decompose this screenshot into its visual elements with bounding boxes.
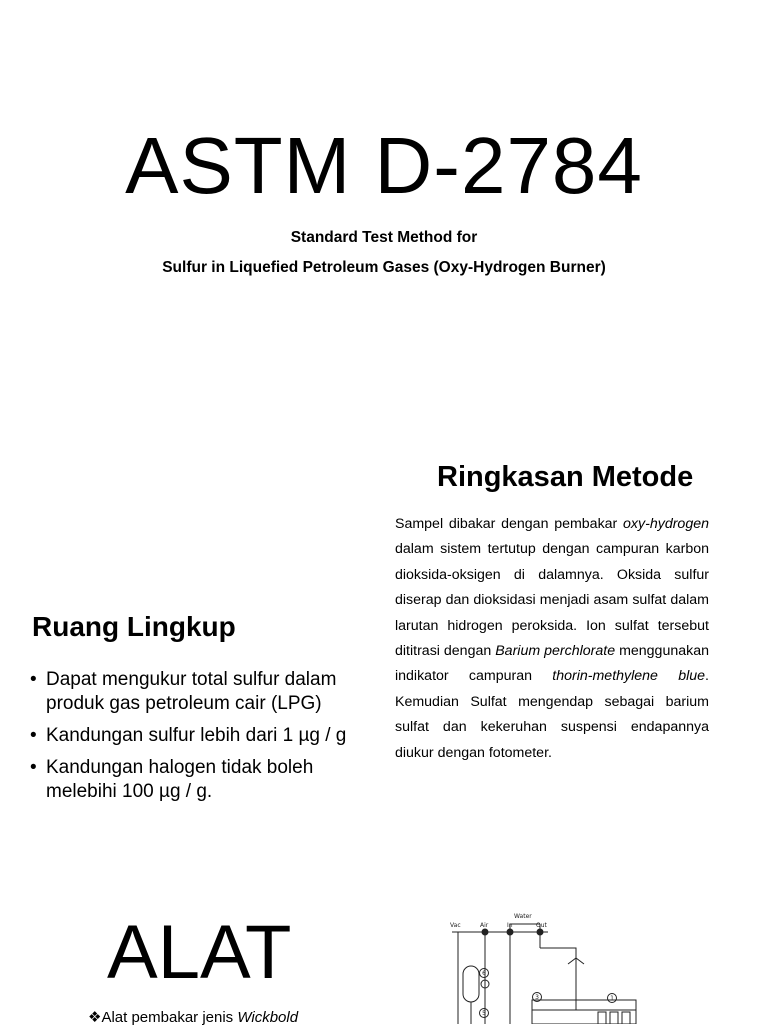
- diagram-label-water: Water: [514, 913, 532, 920]
- bullet-icon: •: [30, 757, 37, 778]
- page-title: ASTM D-2784: [125, 121, 643, 210]
- apparatus-diagram: [448, 908, 644, 1024]
- ruang-heading: Ruang Lingkup: [32, 611, 236, 642]
- diagram-number-6: 6: [482, 970, 486, 977]
- diagram-number-3: 3: [535, 994, 539, 1001]
- list-item: • Kandungan sulfur lebih dari 1 µg / g: [30, 725, 347, 746]
- diamond-bullet-icon: ❖: [88, 1009, 102, 1026]
- diagram-label-in: In: [507, 922, 513, 929]
- diagram-number-5: 5: [482, 1010, 486, 1017]
- list-item: • Dapat mengukur total sulfur dalam produk gas petroleum cair (LPG): [30, 669, 337, 714]
- diagram-label-vac: Vac: [450, 922, 461, 929]
- alat-heading: ALAT: [107, 910, 292, 995]
- diagram-label-out: Out: [536, 922, 547, 929]
- bullet-icon: •: [30, 669, 37, 690]
- subtitle-line-1: Standard Test Method for: [290, 229, 478, 246]
- diagram-number-1: 1: [610, 995, 614, 1002]
- alat-list-item: ❖Alat pembakar jenis Wickbold: [88, 1009, 299, 1026]
- list-item: • Kandungan halogen tidak boleh melebihi 100 µg / g.: [30, 757, 314, 802]
- bullet-icon: •: [30, 725, 37, 746]
- diagram-label-air: Air: [480, 922, 489, 929]
- ringkasan-paragraph: Sampel dibakar dengan pembakar oxy-hydrogen dalam sistem tertutup dengan campuran karbon dioksida-oksigen di dalamnya. Oksida sulfur diserap dan dioksidasi menjadi asam sulfat dalam larutan hidrogen peroksida. Ion sulfat tersebut dititrasi dengan Barium perchlorate menggunakan indikator campuran thorin-methylene blue. Kemudian Sulfat mengendap sebagai barium sulfat dan kekeruhan suspensi endapannya diukur dengan fotometer.: [395, 516, 709, 761]
- subtitle-line-2: Sulfur in Liquefied Petroleum Gases (Oxy-Hydrogen Burner): [162, 259, 606, 276]
- ringkasan-heading: Ringkasan Metode: [437, 461, 694, 493]
- ruang-bullet-list: [30, 668, 375, 812]
